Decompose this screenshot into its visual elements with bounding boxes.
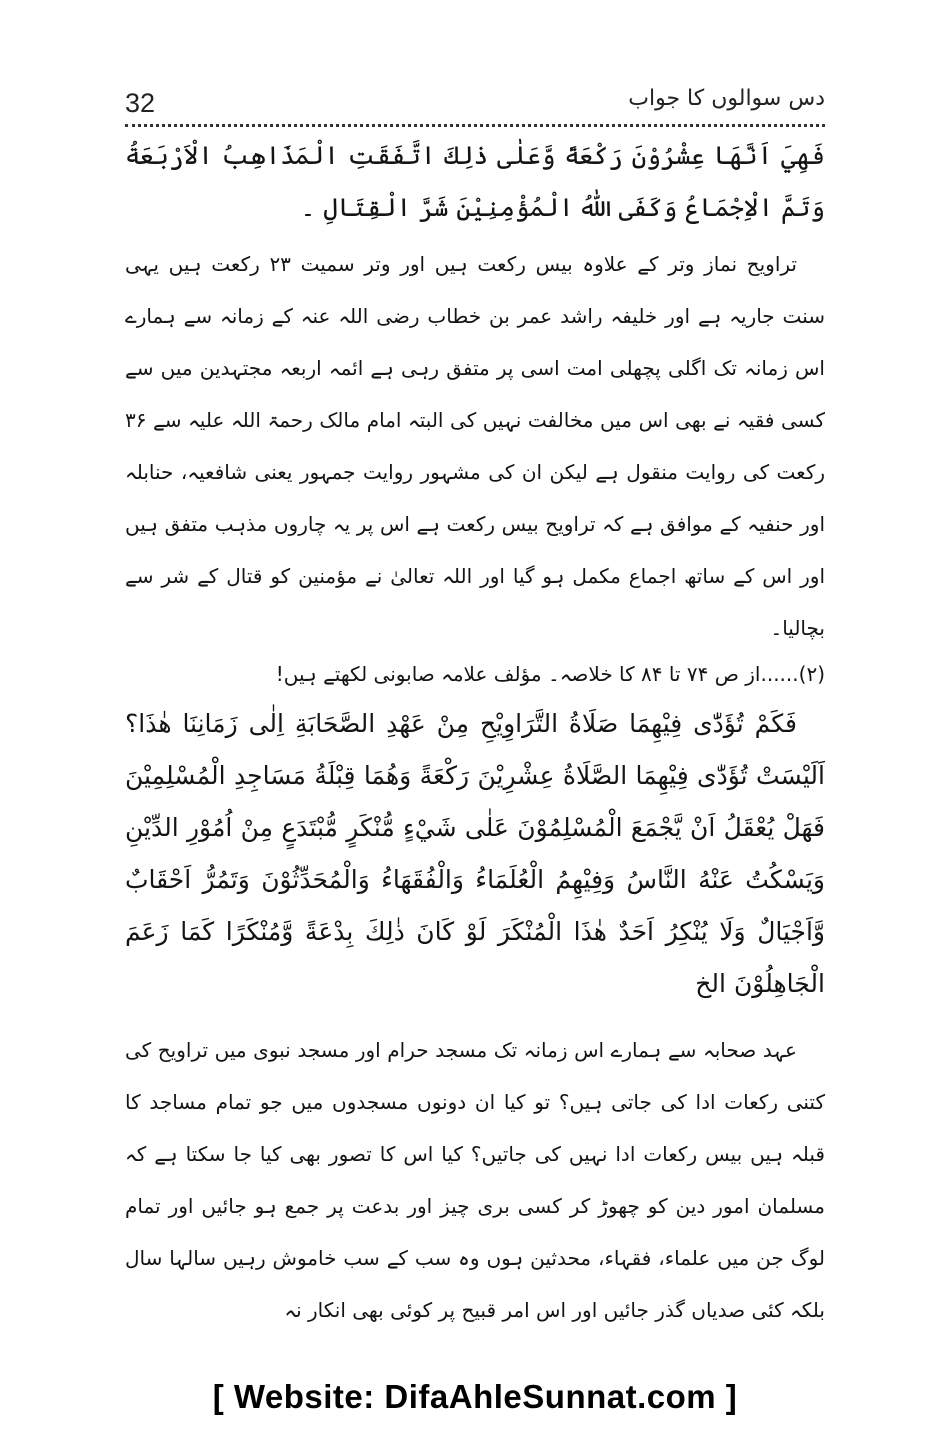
arabic-quote-2: فَكَمْ تُؤَدّٰى فِيْهِمَا صَلَاةُ التَّرَاوِيْحِ مِنْ عَهْدِ الصَّحَابَةِ اِلٰى زَمَانِنَا هٰذَا؟ اَلَيْسَتْ تُؤَدّٰى فِيْهِمَا الصَّلَاةُ عِشْرِيْنَ رَكْعَةً وَهُمَا قِبْلَةُ مَسَاجِدِ الْمُسْلِمِيْنَ فَهَلْ يُعْقَلُ اَنْ يَّجْمَعَ الْمُسْلِمُوْنَ عَلٰى شَيْءٍ مُّنْكَرٍ مُّبْتَدَعٍ مِنْ اُمُوْرِ الدِّيْنِ وَيَسْكُتُ عَنْهُ النَّاسُ وَفِيْهِمُ الْعُلَمَاءُ وَالْفُقَهَاءُ وَالْمُحَدِّثُوْنَ وَتَمُرُّ اَحْقَابٌ وَّاَجْيَالٌ وَلَا يُنْكِرُ اَحَدٌ هٰذَا الْمُنْكَرَ لَوْ كَانَ ذٰلِكَ بِدْعَةً وَّمُنْكَرًا كَمَا زَعَمَ الْجَاهِلُوْنَ الخ xyxy=(125,709,825,998)
running-title: دس سوالوں کا جواب xyxy=(628,86,825,111)
page-content xyxy=(125,130,825,1336)
section-heading-2: (۲)......از ص ۷۴ تا ۸۴ کا خلاصہ۔ مؤلف علامہ صابونی لکھتے ہیں! xyxy=(275,662,825,686)
header-divider xyxy=(125,124,825,127)
website-footer: [ Website: DifaAhleSunnat.com ] xyxy=(212,1378,738,1415)
page-number: 32 xyxy=(125,88,156,118)
arabic-quote-1: فَهِيَ اَنَّهَا عِشْرُوْنَ رَكْعَةً وَّعَلٰى ذٰلِكَ اتَّفَقَتِ الْمَذَاهِبُ الْاَرْبَعَةُ وَتَمَّ الْاِجْمَاعُ وَكَفَى اللّٰهُ الْمُؤْمِنِيْنَ شَرَّ الْقِتَالِ ۔ xyxy=(125,141,825,222)
urdu-paragraph-1: تراویح نماز وتر کے علاوہ بیس رکعت ہیں اور وتر سمیت ۲۳ رکعت ہیں یہی سنت جاریہ ہے اور خلیفہ راشد عمر بن خطاب رضی اللہ عنہ کے زمانہ سے ہمارے اس زمانہ تک اگلی پچھلی امت اسی پر متفق رہی ہے ائمہ اربعہ مجتہدین میں سے کسی فقیہ نے بھی اس میں مخالفت نہیں کی البتہ امام مالک رحمۃ اللہ علیہ سے ۳۶ رکعت کی روایت منقول ہے لیکن ان کی مشہور روایت جمہور یعنی شافعیہ، حنابلہ اور حنفیہ کے موافق ہے کہ تراویح بیس رکعت ہے اس پر یہ چاروں مذہب متفق ہیں اور اس کے ساتھ اجماع مکمل ہو گیا اور اللہ تعالیٰ نے مؤمنین کو قتال کے شر سے بچالیا۔ xyxy=(125,252,825,640)
urdu-paragraph-2: عہد صحابہ سے ہمارے اس زمانہ تک مسجد حرام اور مسجد نبوی میں تراویح کی کتنی رکعات ادا کی جاتی ہیں؟ تو کیا ان دونوں مسجدوں میں جو تمام مساجد کا قبلہ ہیں بیس رکعات ادا نہیں کی جاتیں؟ کیا اس کا تصور بھی کیا جا سکتا ہے کہ مسلمان امور دین کو چھوڑ کر کسی بری چیز اور بدعت پر جمع ہو جائیں اور تمام لوگ جن میں علماء، فقہاء، محدثین ہوں وہ سب کے سب خاموش رہیں سالہا سال بلکہ کئی صدیاں گذر جائیں اور اس امر قبیح پر کوئی بھی انکار نہ xyxy=(125,1038,825,1322)
